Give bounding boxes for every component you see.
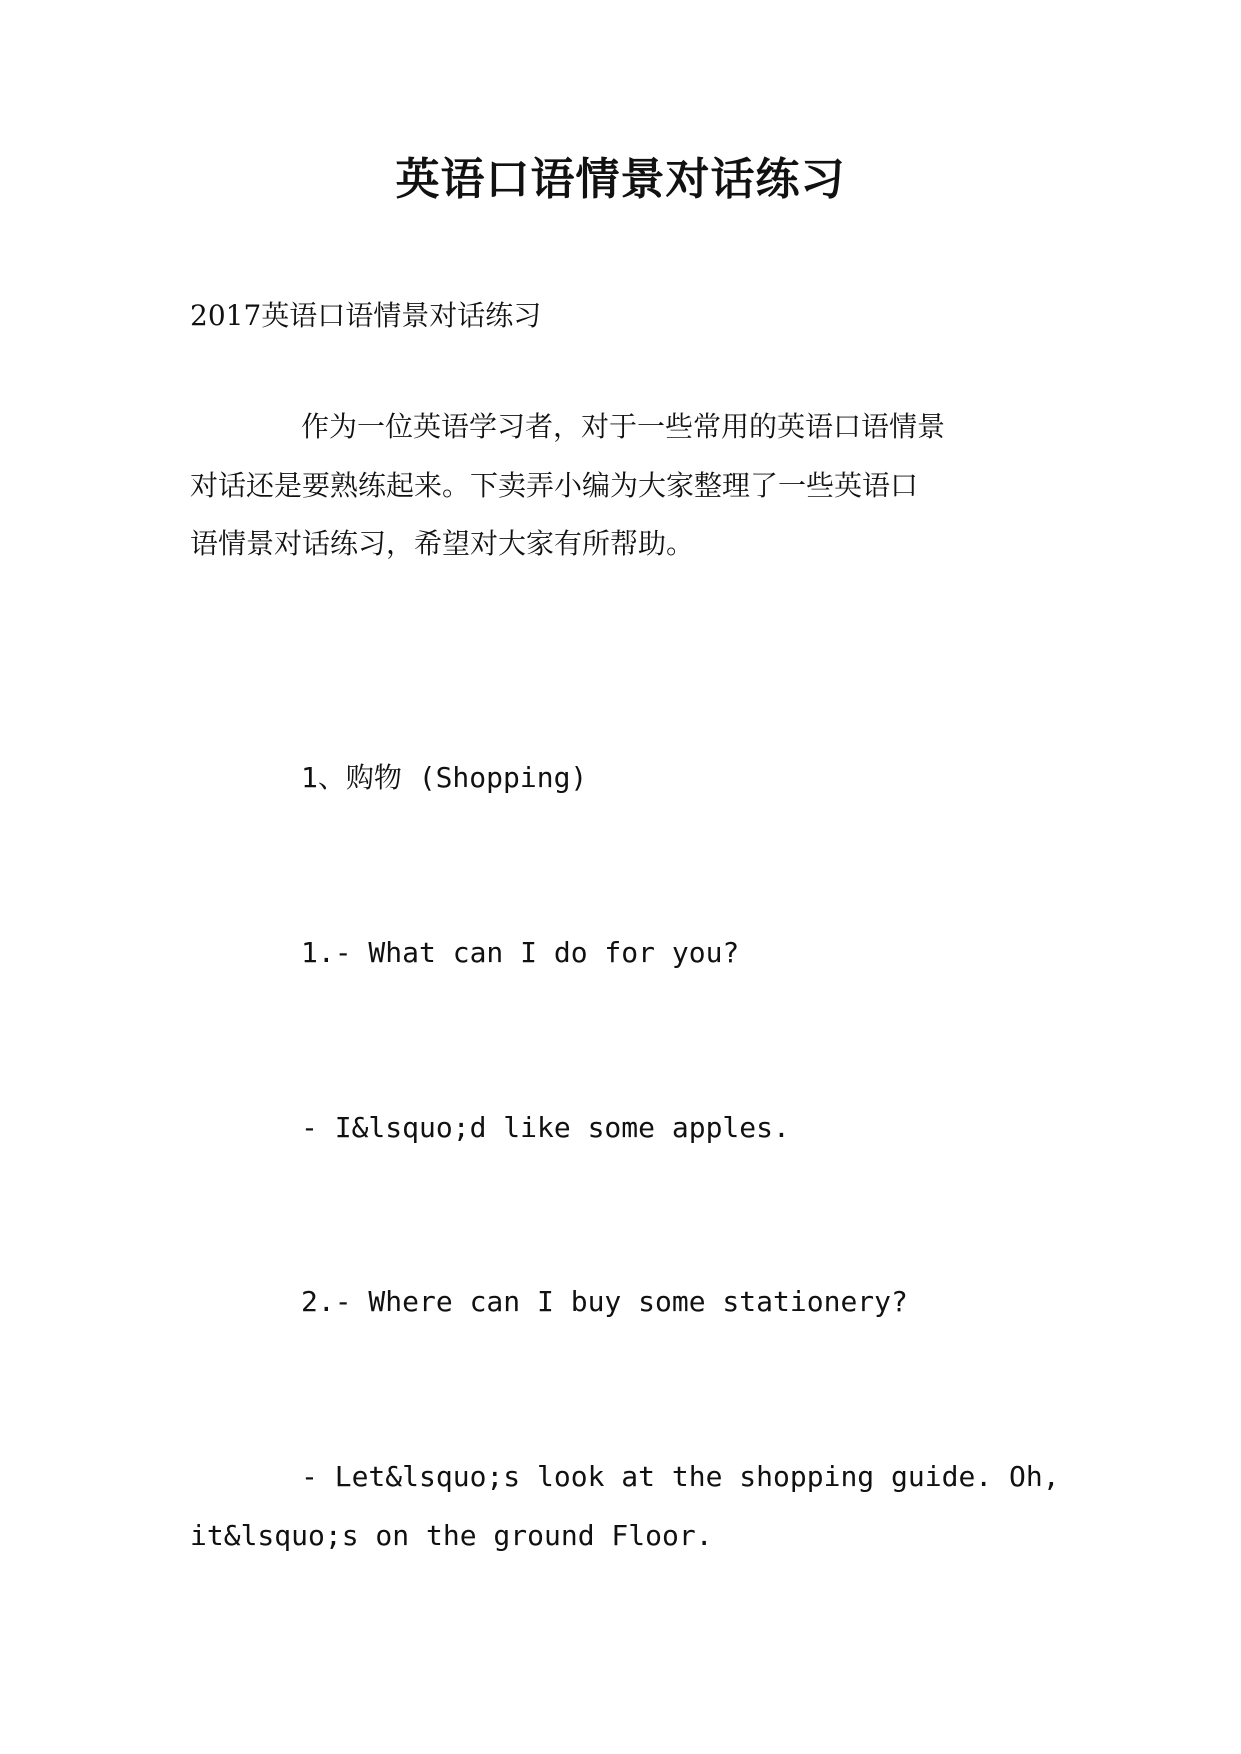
intro-line-2: 对话还是要熟练起来。下卖弄小编为大家整理了一些英语口 xyxy=(190,469,919,502)
page-title: 英语口语情景对话练习 xyxy=(395,154,846,205)
dialogue-answer-1: - I&lsquo;d like some apples. xyxy=(301,1111,790,1144)
intro-line-1: 作为一位英语学习者，对于一些常用的英语口语情景 xyxy=(301,410,946,443)
section-heading: 1、购物 (Shopping) xyxy=(301,761,588,794)
dialogue-question-2: 2.- Where can I buy some stationery? xyxy=(301,1285,908,1318)
intro-line-3: 语情景对话练习，希望对大家有所帮助。 xyxy=(190,527,695,560)
dialogue-question-1: 1.- What can I do for you? xyxy=(301,936,740,969)
document-subtitle: 2017英语口语情景对话练习 xyxy=(190,299,542,332)
dialogue-answer-2-line-2: it&lsquo;s on the ground Floor. xyxy=(190,1519,713,1552)
dialogue-answer-2-line-1: - Let&lsquo;s look at the shopping guide. Oh, xyxy=(301,1460,1060,1493)
